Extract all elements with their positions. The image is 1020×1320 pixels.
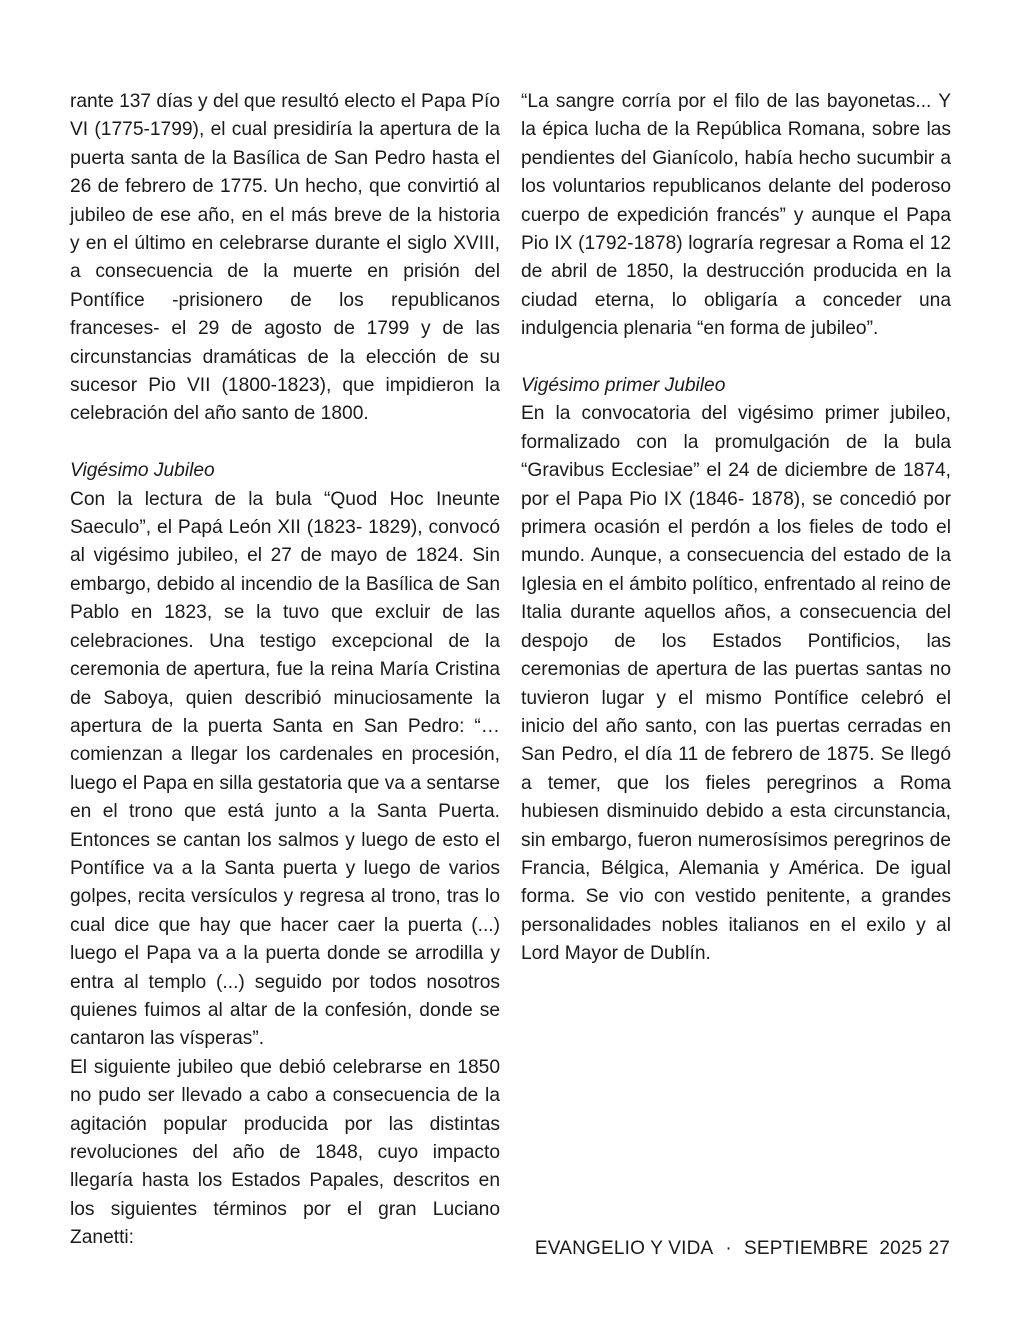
body-paragraph: Con la lectura de la bula “Quod Hoc Ineunte Saeculo”, el Papá León XII (1823- 1829), convocó al vigésimo jubileo, el 27 de mayo de 1824. Sin embargo, debido al incendio de la Basílica de San Pablo en 1823, se la tuvo que excluir de las celebraciones. Una testigo excepcional de la ceremonia de apertura, fue la reina María Cristina de Saboya, quien describió minuciosamente la apertura de la puerta Santa en San Pedro: “… comienzan a llegar los cardenales en procesión, luego el Papa en silla gestatoria que va a sentarse en el trono que está junto a la Santa Puerta. Entonces se cantan los salmos y luego de esto el Pontífice va a la Santa puerta y luego de varios golpes, recita versículos y regresa al trono, tras lo cual dice que hay que hacer caer la puerta (...) luego el Papa va a la puerta donde se arrodilla y entra al templo (...) seguido por todos nosotros quienes fuimos al altar de la confesión, donde se cantaron las vísperas”.	[70, 488, 500, 1050]
publication-name: EVANGELIO Y VIDA	[534, 1238, 714, 1259]
page-footer	[535, 1236, 950, 1262]
body-paragraph: En la convocatoria del vigésimo primer jubileo, formalizado con la promulgación de la bula “Gravibus Ecclesiae” el 24 de diciembre de 1874, por el Papa Pio IX (1846- 1878), se concedió por primera ocasión el perdón a los fieles de todo el mundo. Aunque, a consecuencia del estado de la Iglesia en el ámbito político, enfrentado al reino de Italia durante aquellos años, a consecuencia del despojo de los Estados Pontificios, las ceremonias de apertura de las puertas santas no tuvieron lugar y el mismo Pontífice celebró el inicio del año santo, con las puertas cerradas en San Pedro, el día 11 de febrero de 1875. Se llegó a temer, que los fieles peregrinos a Roma hubiesen disminuido debido a esta circunstancia, sin embargo, fueron numerosísimos peregrinos de Francia, Bélgica, Alemania y América. De igual forma. Se vio con vestido penitente, a grandes personalidades nobles italianos en el exilo y al Lord Mayor de Dublín.	[521, 403, 951, 965]
body-paragraph: “La sangre corría por el filo de las bayonetas... Y la épica lucha de la República Romana, sobre las pendientes del Gianícolo, había hecho sucumbir a los voluntarios republicanos delante del poderoso cuerpo de expedición francés” y aunque el Papa Pio IX (1792-1878) lograría regresar a Roma el 12 de abril de 1850, la destrucción producida en la ciudad eterna, lo obligaría a conceder una indulgencia plenaria “en forma de jubileo”.	[521, 91, 951, 340]
page-number: 27	[928, 1238, 950, 1259]
issue-date: SEPTIEMBRE 2025	[743, 1238, 923, 1259]
footer-separator: ·	[725, 1238, 732, 1259]
section-heading: Vigésimo Jubileo	[70, 460, 215, 482]
body-paragraph: rante 137 días y del que resultó electo el Papa Pío VI (1775-1799), el cual presidiría la apertura de la puerta santa de la Basílica de San Pedro hasta el 26 de febrero de 1775. Un hecho, que convirtió al jubileo de ese año, en el más breve de la historia y en el último en celebrarse durante el siglo XVIII, a consecuencia de la muerte en prisión del Pontífice -prisionero de los republicanos franceses- el 29 de agosto de 1799 y de las circunstancias dramáticas de la elección de su sucesor Pio VII (1800-1823), que impidieron la celebración del año santo de 1800.	[70, 91, 500, 425]
section-heading: Vigésimo primer Jubileo	[521, 375, 726, 397]
paragraph-spacer	[521, 344, 951, 372]
body-paragraph: El siguiente jubileo que debió celebrarse en 1850 no pudo ser llevado a cabo a consecuencia de la agitación popular producida por las distintas revoluciones del año de 1848, cuyo impacto llegaría hasta los Estados Papales, descritos en los siguientes términos por el gran Luciano Zanetti:	[70, 1056, 500, 1249]
paragraph-spacer	[70, 429, 500, 457]
right-column	[521, 88, 951, 969]
left-column	[70, 88, 500, 1253]
